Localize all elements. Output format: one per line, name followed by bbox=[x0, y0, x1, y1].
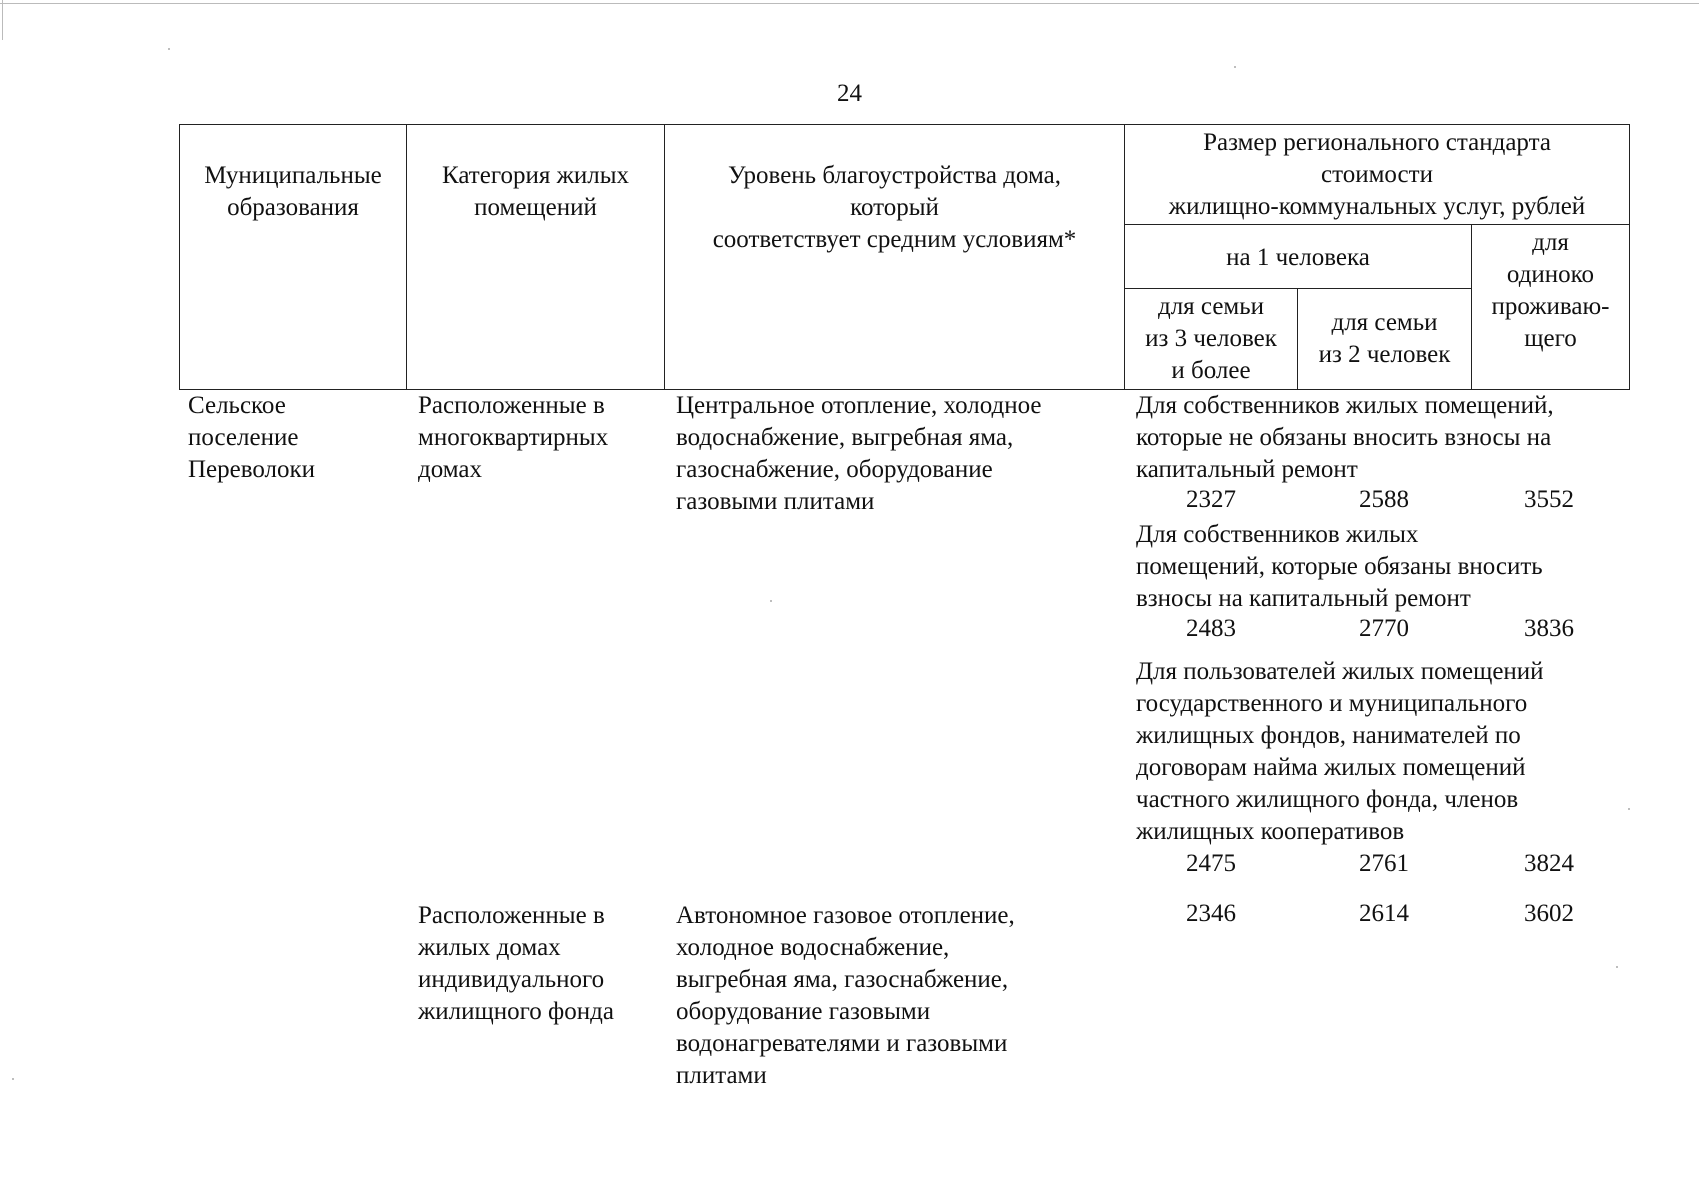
standard-subheader-line bbox=[1124, 224, 1630, 225]
value-family3: 2483 bbox=[1186, 615, 1236, 642]
cell-text: водоснабжение, выгребная яма, bbox=[676, 424, 1014, 451]
header-text: помещений bbox=[474, 194, 597, 221]
table-top-border bbox=[179, 124, 1630, 125]
value-family3: 2475 bbox=[1186, 850, 1236, 877]
cell-text: холодное водоснабжение, bbox=[676, 934, 950, 961]
scan-speck bbox=[12, 1078, 14, 1080]
header-text: для семьи bbox=[1331, 309, 1438, 336]
scan-artifact-top bbox=[0, 3, 1699, 4]
group-note: жилищных фондов, нанимателей по bbox=[1136, 722, 1521, 749]
cell-text: жилищного фонда bbox=[418, 998, 614, 1025]
header-text: стоимости bbox=[1321, 161, 1433, 188]
group-note: частного жилищного фонда, членов bbox=[1136, 786, 1519, 813]
header-per-person: на 1 человека bbox=[1226, 244, 1370, 271]
cell-text: Центральное отопление, холодное bbox=[676, 392, 1042, 419]
cell-text: Переволоки bbox=[188, 456, 316, 483]
cell-text: газоснабжение, оборудование bbox=[676, 456, 993, 483]
cell-text: поселение bbox=[188, 424, 299, 451]
group-note: Для собственников жилых помещений, bbox=[1136, 392, 1554, 419]
value-family2: 2761 bbox=[1359, 850, 1409, 877]
group-note: которые не обязаны вносить взносы на bbox=[1136, 424, 1552, 451]
page-number: 24 bbox=[837, 80, 862, 107]
value-single: 3836 bbox=[1524, 615, 1574, 642]
group-note: договорам найма жилых помещений bbox=[1136, 754, 1526, 781]
value-family3: 2346 bbox=[1186, 900, 1236, 927]
cell-text: домах bbox=[418, 456, 482, 483]
header-text: из 3 человек bbox=[1145, 325, 1277, 352]
value-family2: 2614 bbox=[1359, 900, 1409, 927]
cell-text: многоквартирных bbox=[418, 424, 609, 451]
header-text: из 2 человек bbox=[1318, 341, 1451, 368]
per-person-subheader-line bbox=[1124, 288, 1472, 289]
header-text: одиноко bbox=[1506, 261, 1595, 288]
header-text: для bbox=[1532, 229, 1569, 256]
cell-text: Расположенные в bbox=[418, 902, 605, 929]
header-text: щего bbox=[1524, 325, 1577, 352]
scan-speck bbox=[1616, 966, 1618, 968]
cell-text: жилых домах bbox=[418, 934, 561, 961]
cell-text: Сельское bbox=[188, 392, 286, 419]
scan-speck bbox=[1234, 66, 1236, 68]
group-note: жилищных кооперативов bbox=[1136, 818, 1405, 845]
group-note: капитальный ремонт bbox=[1136, 456, 1358, 483]
cell-text: оборудование газовыми bbox=[676, 998, 931, 1025]
header-text: Размер регионального стандарта bbox=[1203, 129, 1551, 156]
scan-speck bbox=[168, 48, 170, 50]
header-text: жилищно-коммунальных услуг, рублей bbox=[1168, 193, 1586, 220]
value-single: 3824 bbox=[1524, 850, 1574, 877]
header-text: проживаю- bbox=[1491, 293, 1610, 320]
scan-speck bbox=[1628, 808, 1630, 810]
value-single: 3552 bbox=[1524, 486, 1574, 513]
value-family2: 2588 bbox=[1359, 486, 1409, 513]
header-text: образования bbox=[227, 194, 359, 221]
header-text: для семьи bbox=[1157, 293, 1265, 320]
cell-text: индивидуального bbox=[418, 966, 605, 993]
value-single: 3602 bbox=[1524, 900, 1574, 927]
group-note: Для собственников жилых bbox=[1136, 521, 1419, 548]
cell-text: Автономное газовое отопление, bbox=[676, 902, 1015, 929]
scan-speck bbox=[770, 600, 772, 602]
cell-text: выгребная яма, газоснабжение, bbox=[676, 966, 1009, 993]
group-note: Для пользователей жилых помещений bbox=[1136, 658, 1544, 685]
value-family3: 2327 bbox=[1186, 486, 1236, 513]
header-text: соответствует средним условиям* bbox=[712, 226, 1077, 253]
table-right-border bbox=[1629, 124, 1630, 390]
group-note: помещений, которые обязаны вносить bbox=[1136, 553, 1543, 580]
header-text: и более bbox=[1171, 357, 1251, 384]
value-family2: 2770 bbox=[1359, 615, 1409, 642]
cell-text: водонагревателями и газовыми bbox=[676, 1030, 1008, 1057]
header-text: Категория жилых bbox=[442, 162, 629, 189]
scan-artifact-left bbox=[2, 0, 3, 40]
cell-text: газовыми плитами bbox=[676, 488, 875, 515]
cell-text: плитами bbox=[676, 1062, 767, 1089]
cell-text: Расположенные в bbox=[418, 392, 605, 419]
header-text: который bbox=[850, 194, 939, 221]
group-note: государственного и муниципального bbox=[1136, 690, 1528, 717]
group-note: взносы на капитальный ремонт bbox=[1136, 585, 1471, 612]
header-text: Муниципальные bbox=[204, 162, 382, 189]
header-text: Уровень благоустройства дома, bbox=[728, 162, 1061, 189]
